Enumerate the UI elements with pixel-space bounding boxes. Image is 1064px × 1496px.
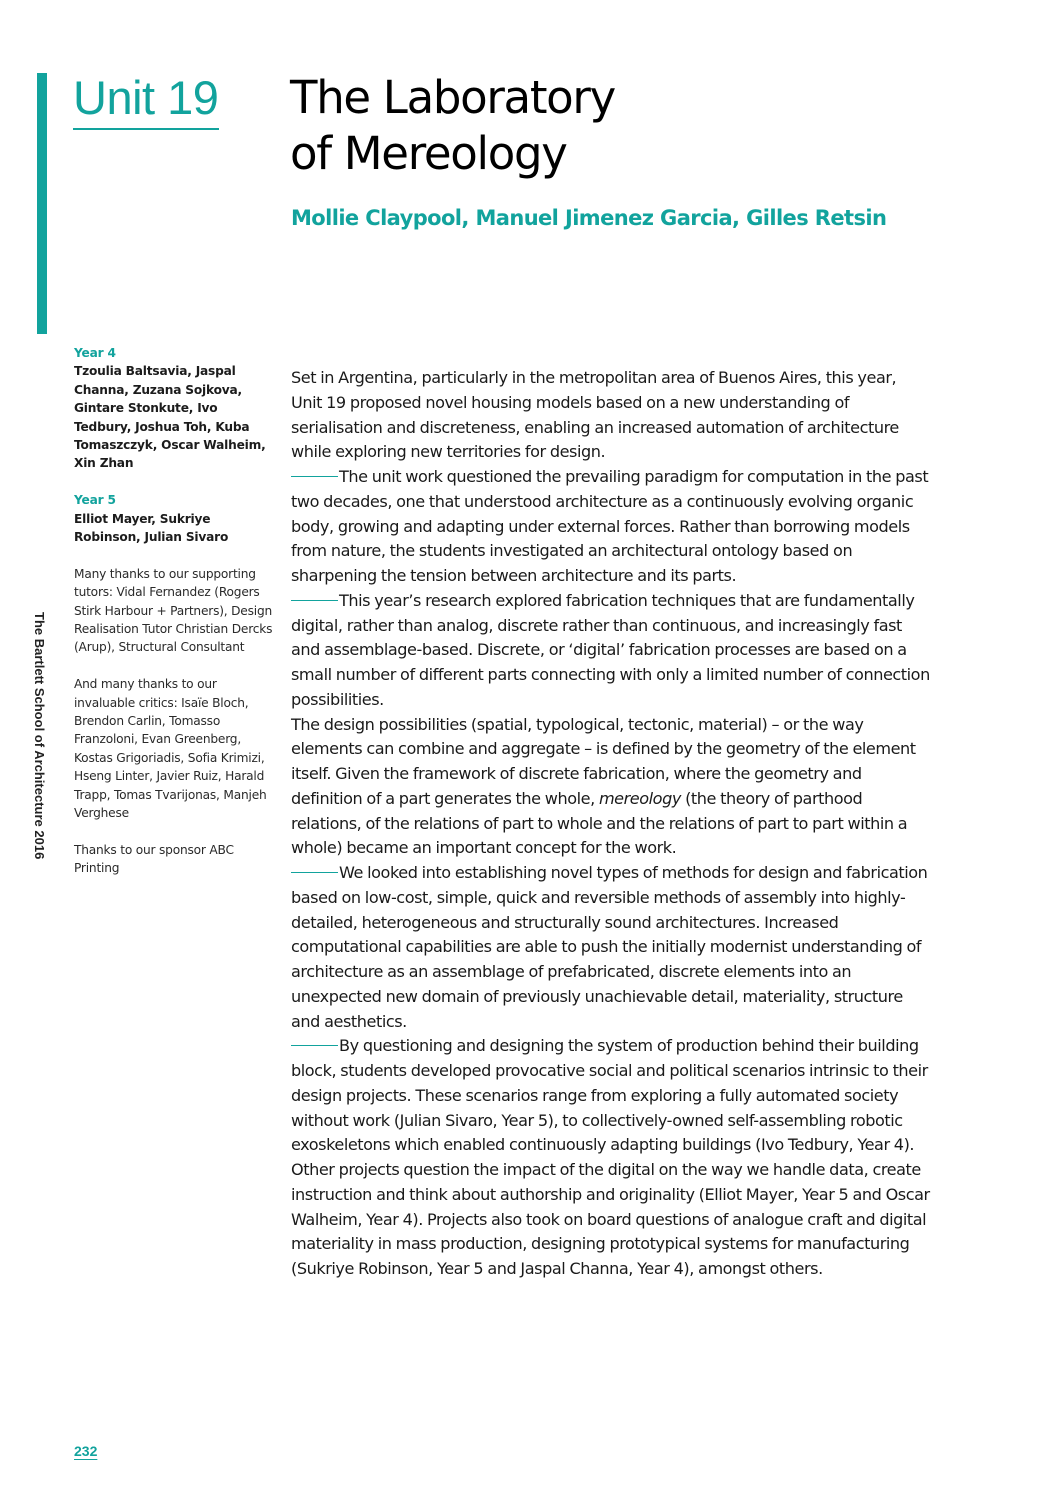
paragraph-rule	[291, 1045, 338, 1046]
year5-heading: Year 5	[74, 493, 116, 508]
year4-heading: Year 4	[74, 346, 116, 360]
spine-text: The Bartlett School of Architecture 2016	[32, 612, 47, 860]
page-title-line-2: of Mereology	[290, 127, 567, 180]
paragraph-text: We looked into establishing novel types of methods for design and fabrication based on low-cost, simple, quick and reversible methods of assembly into highly-detailed, heterogeneous and structurally sound architectures. Increased computational capabilities are able to push the initially modernist understanding of architecture as an assemblage of prefabricated, discrete elements into an unexpected new domain of previously unachievable detail, materiality, structure and aesthetics.	[291, 863, 928, 1031]
page-title-line-1: The Laboratory	[290, 71, 615, 124]
body-paragraph-4	[291, 713, 931, 862]
paragraph-rule	[291, 872, 338, 873]
emphasis-term: mereology	[598, 788, 681, 808]
spine-label	[28, 612, 48, 884]
body-paragraph-5	[291, 861, 931, 1034]
page-title	[290, 70, 615, 182]
thanks-sponsor: Thanks to our sponsor ABC Printing	[74, 842, 234, 876]
body-paragraph-3	[291, 589, 931, 713]
body-paragraph-6	[291, 1034, 931, 1282]
thanks-tutors: Many thanks to our supporting tutors: Vidal Fernandez (Rogers Stirk Harbour + Partners), Design Realisation Tutor Christian Dercks (Arup), Structural Consultant	[74, 566, 273, 655]
paragraph-text: (the theory of parthood relations, of the relations of part to whole and the relations of part to part within a whole) became an important concept for the work.	[291, 788, 908, 858]
sidebar-credits	[74, 344, 274, 896]
body-paragraph-1	[291, 366, 931, 465]
paragraph-text: By questioning and designing the system of production behind their building block, students developed provocative social and political scenarios intrinsic to their design projects. These scenarios range from exploring a fully automated society without work (Julian Sivaro, Year 5), to collectively-owned self-assembling robotic exoskeletons which enabled continuously adapting buildings (Ivo Tedbury, Year 4). Other projects question the impact of the digital on the way we handle data, create instruction and think about authorship and originality (Elliot Mayer, Year 5 and Oscar Walheim, Year 4). Projects also took on board questions of analogue craft and digital materiality in mass production, designing prototypical systems for manufacturing (Sukriye Robinson, Year 5 and Jaspal Channa, Year 4), amongst others.	[291, 1036, 930, 1278]
paragraph-text: The design possibilities (spatial, typological, tectonic, material) – or the way elements can combine and aggregate – is defined by the geometry of the element itself. Given the framework of discrete fabrication, where the geometry and definition of a part generates the whole,	[291, 714, 916, 808]
page-number: 232	[74, 1443, 98, 1459]
accent-bar	[37, 73, 47, 334]
authors-byline: Mollie Claypool, Manuel Jimenez Garcia, Gilles Retsin	[291, 206, 887, 230]
paragraph-text: This year’s research explored fabrication techniques that are fundamentally digital, rather than analog, discrete rather than continuous, and increasingly fast and assemblage-based. Discrete, or ‘digital’ fabrication processes are based on a small number of different parts connecting with only a limited number of connection possibilities.	[291, 590, 930, 709]
year5-students: Elliot Mayer, Sukriye Robinson, Julian Sivaro	[74, 511, 229, 545]
paragraph-text: The unit work questioned the prevailing paradigm for computation in the past two decades, one that understood architecture as a continuously evolving organic body, growing and adapting under external forces. Rather than borrowing models from nature, the students investigated an architectural ontology based on sharpening the tension between architecture and its parts.	[291, 467, 929, 585]
paragraph-rule	[291, 600, 338, 601]
unit-label: Unit 19	[73, 70, 219, 130]
body-text	[291, 366, 931, 1282]
paragraph-rule	[291, 476, 338, 477]
paragraph-text: Set in Argentina, particularly in the metropolitan area of Buenos Aires, this year, Unit 19 proposed novel housing models based on a new understanding of serialisation and discreteness, enabling an increased automation of architecture while exploring new territories for design.	[291, 368, 899, 462]
year4-students: Tzoulia Baltsavia, Jaspal Channa, Zuzana Sojkova, Gintare Stonkute, Ivo Tedbury, Joshua Toh, Kuba Tomaszczyk, Oscar Walheim, Xin Zhan	[74, 364, 266, 471]
thanks-critics: And many thanks to our invaluable critics: Isaïe Bloch, Brendon Carlin, Tomasso Franzoloni, Evan Greenberg, Kostas Grigoriadis, Sofia Krimizi, Hseng Linter, Javier Ruiz, Harald Trapp, Tomas Tvarijonas, Manjeh Verghese	[74, 677, 267, 821]
body-paragraph-2	[291, 465, 931, 589]
